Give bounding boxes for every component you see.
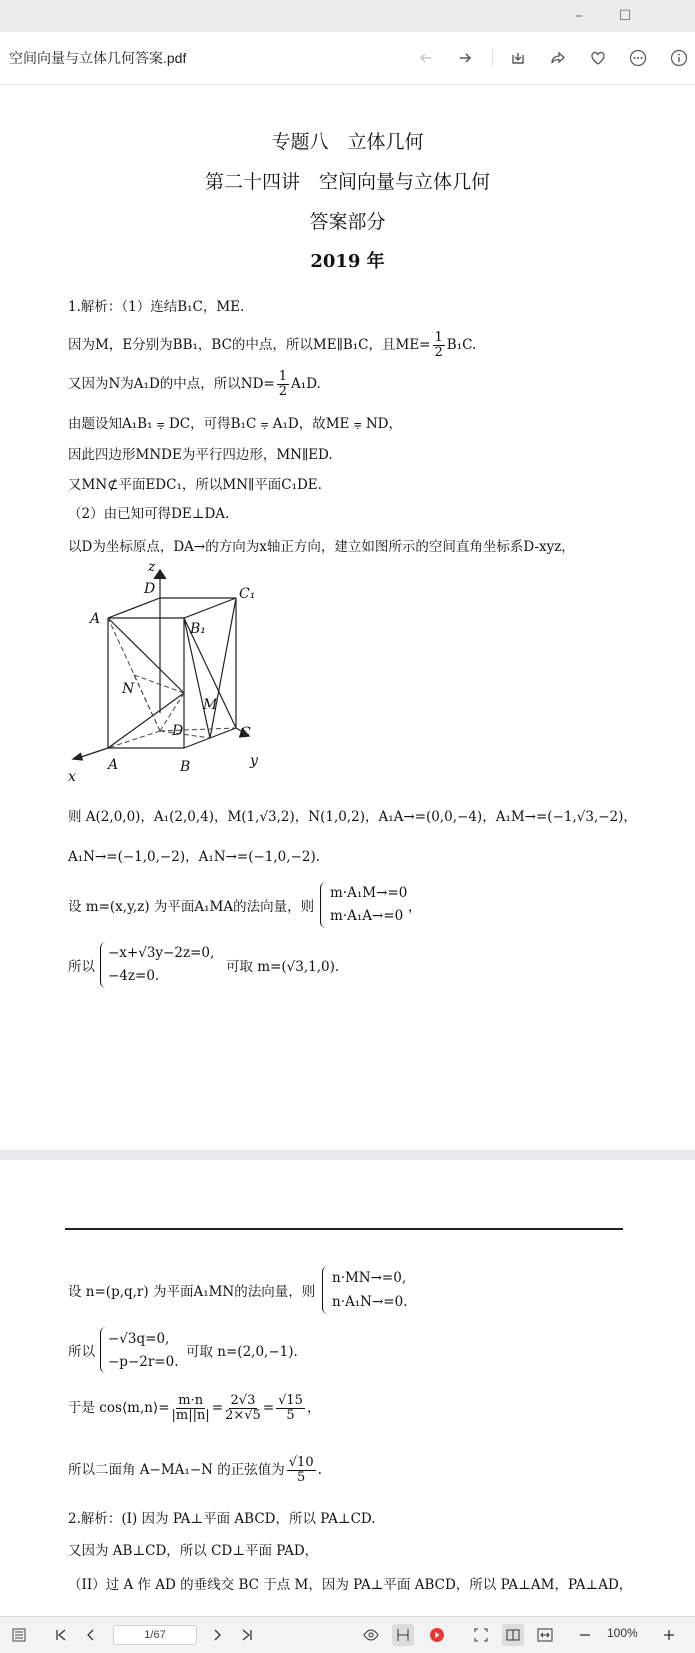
text-line: 2.解析：(I) 因为 PA⊥平面 ABCD，所以 PA⊥CD. (68, 1511, 376, 1527)
fraction-numerator: √15 (278, 1393, 303, 1408)
vertex-label-c: C (240, 725, 251, 741)
page-number-input[interactable]: 1/67 (113, 1625, 197, 1645)
text-line: （II）过 A 作 AD 的垂线交 BC 于点 M，因为 PA⊥平面 ABCD，所以 PA⊥AM，PA⊥AD， (68, 1577, 633, 1593)
text-line (68, 1454, 322, 1486)
fraction-numerator: 2√3 (230, 1393, 256, 1408)
two-page-view-icon[interactable] (502, 1624, 524, 1646)
zoom-level: 100% (607, 1626, 638, 1640)
text-span: 设 m=(x,y,z) 为平面A₁MA的法向量，则 (68, 899, 315, 915)
equation-line: −p−2r=0. (108, 1354, 179, 1370)
text-span: A₁D. (291, 376, 321, 392)
text-line: 以D为坐标原点，DA→的方向为x轴正方向，建立如图所示的空间直角坐标系D-xyz， (68, 539, 575, 555)
vertex-label-b1: B₁ (190, 621, 206, 637)
text-span: ， (306, 1400, 321, 1416)
text-span: 可取 n=(2,0,−1). (186, 1344, 298, 1360)
fraction-numerator: 1 (278, 369, 288, 384)
next-page-icon[interactable] (208, 1626, 226, 1644)
window-titlebar (0, 0, 695, 32)
viewer-toolbar (0, 32, 695, 85)
text-span: 于是 cos⟨m,n⟩= (68, 1400, 170, 1416)
fullscreen-icon[interactable] (472, 1626, 490, 1644)
text-line: 则 A(2,0,0)，A₁(2,0,4)，M(1,√3,2)，N(1,0,2)，A₁A→=(0,0,−4)，A₁M→=(−1,√3,−2)， (68, 809, 637, 825)
equation-line: m·A₁A→=0 (330, 908, 404, 924)
forward-icon[interactable] (451, 44, 479, 72)
text-span: = (262, 1400, 275, 1416)
text-span: 所以 (68, 1344, 95, 1360)
text-line (68, 1392, 320, 1424)
text-span: = (211, 1400, 224, 1416)
document-viewer[interactable] (0, 85, 695, 1616)
more-options-icon[interactable] (624, 44, 652, 72)
text-span: B₁C. (446, 337, 477, 353)
viewer-bottom-bar (0, 1616, 695, 1653)
fraction (172, 1394, 210, 1423)
text-span: 因为M，E分别为BB₁，BC的中点，所以ME∥B₁C，且ME= (68, 337, 431, 353)
equation-line: −x+√3y−2z=0, (108, 945, 215, 961)
fraction-denominator: 2 (434, 345, 443, 360)
equation-line: −√3q=0, (108, 1331, 170, 1347)
point-label-m: M (203, 697, 218, 713)
geometry-figure (60, 563, 280, 788)
axis-label-y: y (250, 753, 258, 769)
fraction (433, 331, 445, 360)
zoom-in-icon[interactable] (660, 1626, 678, 1644)
download-icon[interactable] (504, 44, 532, 72)
section-heading: 专题八 立体几何 (271, 131, 424, 153)
vertex-label-b: B (180, 759, 191, 775)
axis-label-z: z (148, 563, 156, 575)
header-rule (65, 1228, 623, 1230)
text-span: ， (408, 899, 422, 915)
equation-line: −4z=0. (108, 968, 160, 984)
share-icon[interactable] (544, 44, 572, 72)
favorite-heart-icon[interactable] (584, 44, 612, 72)
last-page-icon[interactable] (238, 1626, 256, 1644)
text-line: 1.解析：（1）连结B₁C，ME. (68, 299, 245, 315)
vertex-label-d: D (172, 723, 184, 739)
fraction-numerator: m·n (178, 1393, 204, 1408)
text-span: . (317, 1462, 322, 1478)
zoom-out-icon[interactable] (576, 1626, 594, 1644)
fit-page-icon[interactable] (536, 1626, 554, 1644)
fraction (276, 1394, 305, 1423)
vertex-label-d1: D (144, 581, 156, 597)
fraction (287, 1456, 316, 1485)
vertex-label-a1: A (90, 611, 101, 627)
equation-line: n·MN→=0, (332, 1270, 407, 1286)
sidebar-toggle-icon[interactable] (10, 1626, 28, 1644)
fraction-denominator: 2×√5 (225, 1408, 261, 1423)
fraction-denominator: 5 (297, 1470, 306, 1485)
text-line: 又MN⊄平面EDC₁，所以MN∥平面C₁DE. (68, 477, 322, 493)
fraction (225, 1394, 261, 1423)
document-title: 空间向量与立体几何答案.pdf (9, 50, 187, 66)
minimize-button[interactable]: – (575, 8, 583, 24)
toolbar-divider (492, 50, 493, 66)
axis-label-x: x (68, 769, 76, 785)
fraction-numerator: 1 (434, 330, 443, 345)
previous-page-icon[interactable] (82, 1626, 100, 1644)
fit-width-icon[interactable] (392, 1624, 414, 1646)
eye-reading-mode-icon[interactable] (362, 1626, 380, 1644)
fraction-denominator: 5 (286, 1408, 295, 1423)
text-line: 因此四边形MNDE为平行四边形，MN∥ED. (68, 447, 333, 463)
text-line: A₁N→=(−1,0,−2)，A₁N→=(−1,0,−2). (68, 849, 320, 865)
first-page-icon[interactable] (52, 1626, 70, 1644)
equation-line: n·A₁N→=0. (332, 1294, 408, 1310)
text-line: 又因为 AB⊥CD，所以 CD⊥平面 PAD， (68, 1543, 319, 1559)
text-span: 可取 m=(√3,1,0). (226, 959, 340, 975)
answer-heading: 答案部分 (309, 211, 386, 233)
vertex-label-c1: C₁ (239, 586, 256, 602)
info-icon[interactable] (665, 44, 693, 72)
year-heading: 2019 年 (310, 251, 385, 272)
text-span: 又因为N为A₁D的中点，所以ND= (68, 376, 275, 392)
text-line (68, 370, 321, 399)
fraction-numerator: √10 (288, 1455, 314, 1470)
text-span: 所以二面角 A−MA₁−N 的正弦值为 (68, 1462, 285, 1478)
point-label-n: N (122, 681, 135, 697)
text-span: 所以 (68, 959, 95, 975)
pdf-page (0, 1160, 695, 1616)
text-line: 由题设知A₁B₁ ⩦ DC，可得B₁C ⩦ A₁D，故ME ⩦ ND， (68, 416, 403, 432)
fraction (277, 370, 289, 399)
fraction-denominator: 2 (278, 384, 288, 399)
fraction-denominator: |m||n| (171, 1408, 210, 1423)
maximize-button[interactable]: ☐ (618, 8, 632, 24)
lecture-heading: 第二十四讲 空间向量与立体几何 (204, 171, 490, 193)
equation-line: m·A₁M→=0 (330, 885, 408, 901)
back-icon[interactable] (412, 44, 440, 72)
pdf-page (0, 85, 695, 1150)
text-line (68, 331, 476, 360)
text-span: 设 n=(p,q,r) 为平面A₁MN的法向量，则 (68, 1284, 316, 1300)
vertex-label-a: A (108, 757, 119, 773)
autoplay-icon[interactable] (428, 1626, 446, 1644)
text-line: （2）由已知可得DE⊥DA. (68, 506, 230, 522)
